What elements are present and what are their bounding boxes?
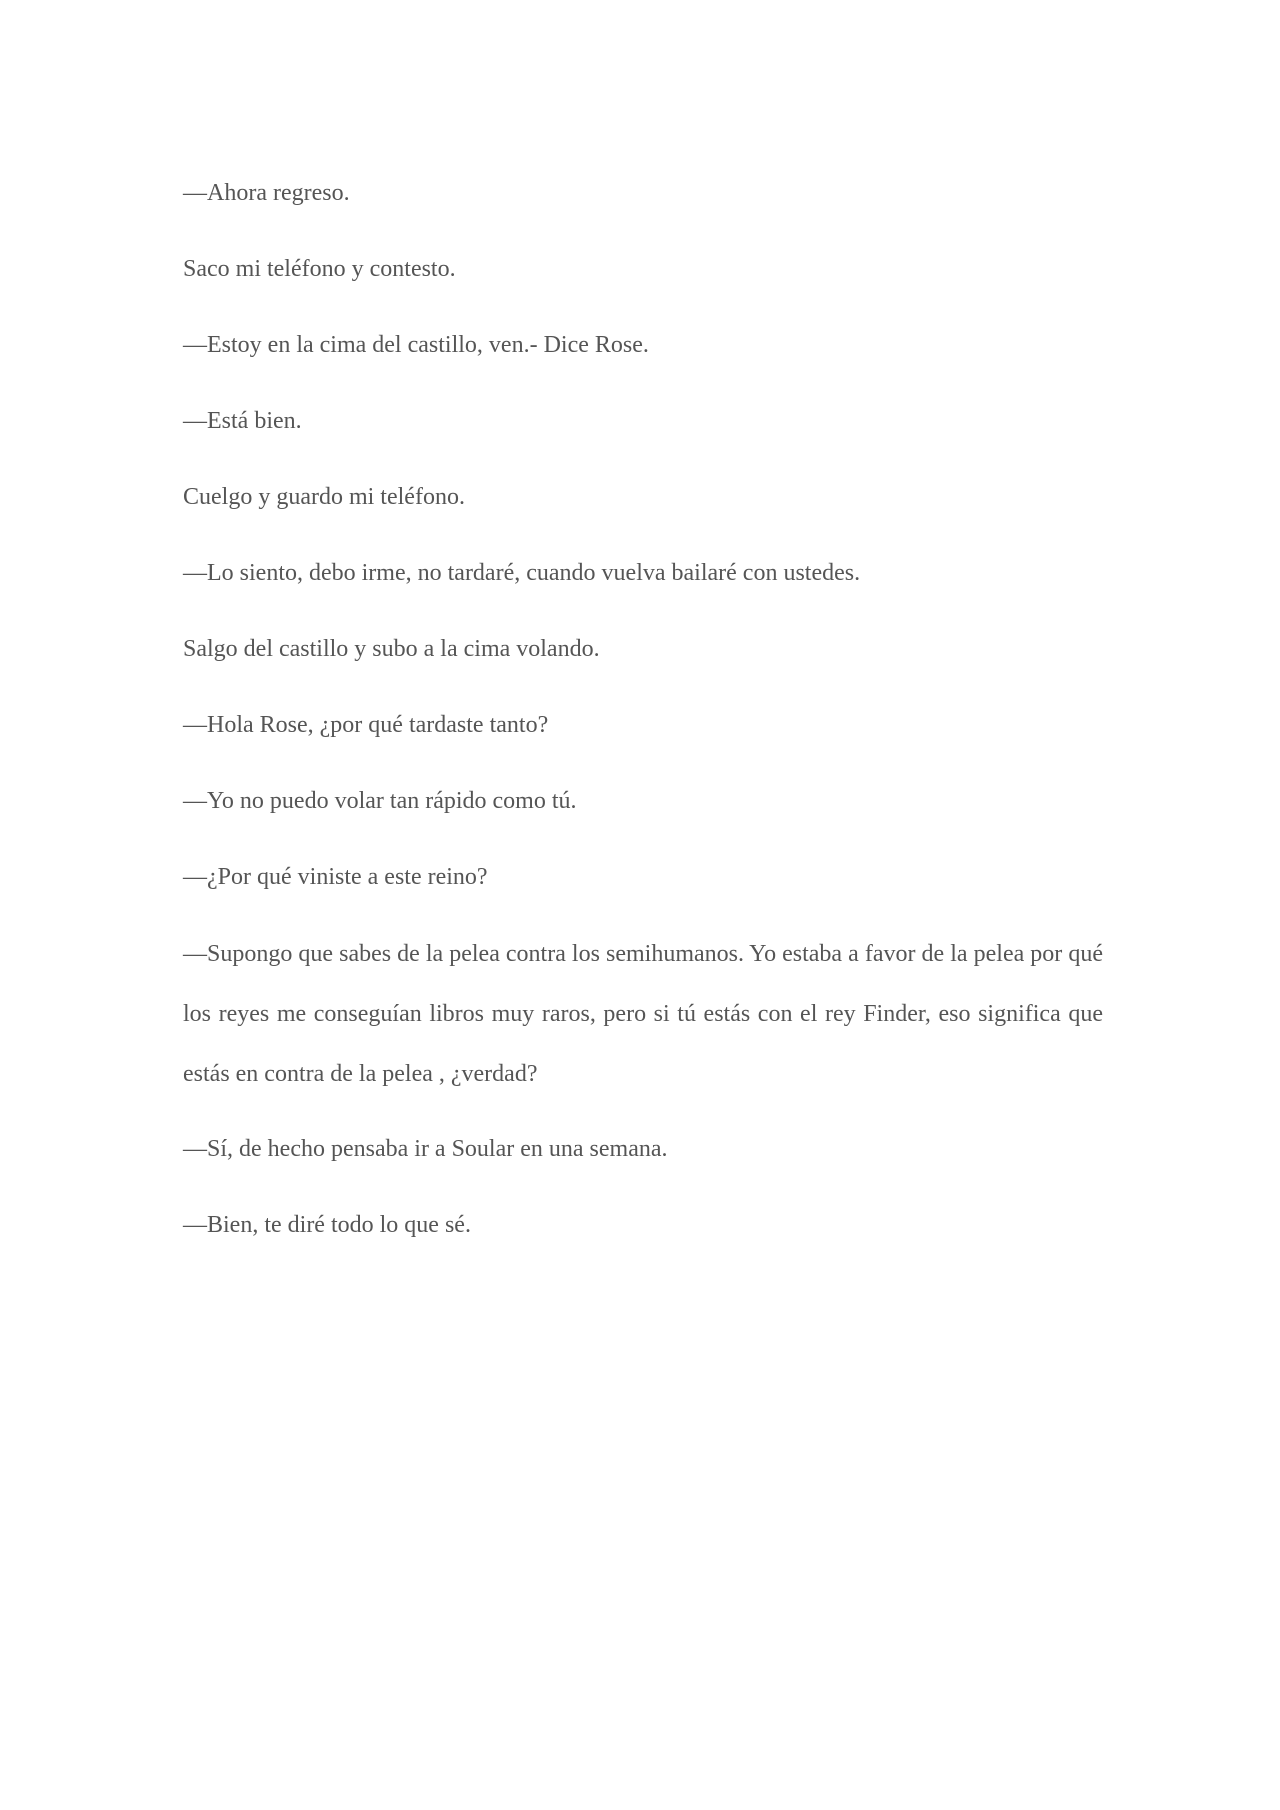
paragraph-long: —Supongo que sabes de la pelea contra los semihumanos. Yo estaba a favor de la pelea por qué los reyes me conseguían libros muy raros, pero si tú estás con el rey Finder, eso significa que estás en contra de la pelea , ¿verdad? [183,941,1103,1087]
paragraph: —Ahora regreso. [183,180,350,206]
paragraph: —¿Por qué viniste a este reino? [183,864,488,890]
paragraph: —Lo siento, debo irme, no tardaré, cuando vuelva bailaré con ustedes. [183,560,861,586]
paragraph: Salgo del castillo y subo a la cima volando. [183,636,600,662]
paragraph: Saco mi teléfono y contesto. [183,256,456,282]
paragraph: Cuelgo y guardo mi teléfono. [183,484,465,510]
paragraph: —Hola Rose, ¿por qué tardaste tanto? [183,712,549,738]
page-text [183,178,1103,1286]
paragraph: —Sí, de hecho pensaba ir a Soular en una semana. [183,1136,668,1162]
paragraph: —Está bien. [183,408,302,434]
paragraph: —Estoy en la cima del castillo, ven.- Dice Rose. [183,332,649,358]
paragraph: —Bien, te diré todo lo que sé. [183,1212,471,1238]
paragraph: —Yo no puedo volar tan rápido como tú. [183,788,577,814]
